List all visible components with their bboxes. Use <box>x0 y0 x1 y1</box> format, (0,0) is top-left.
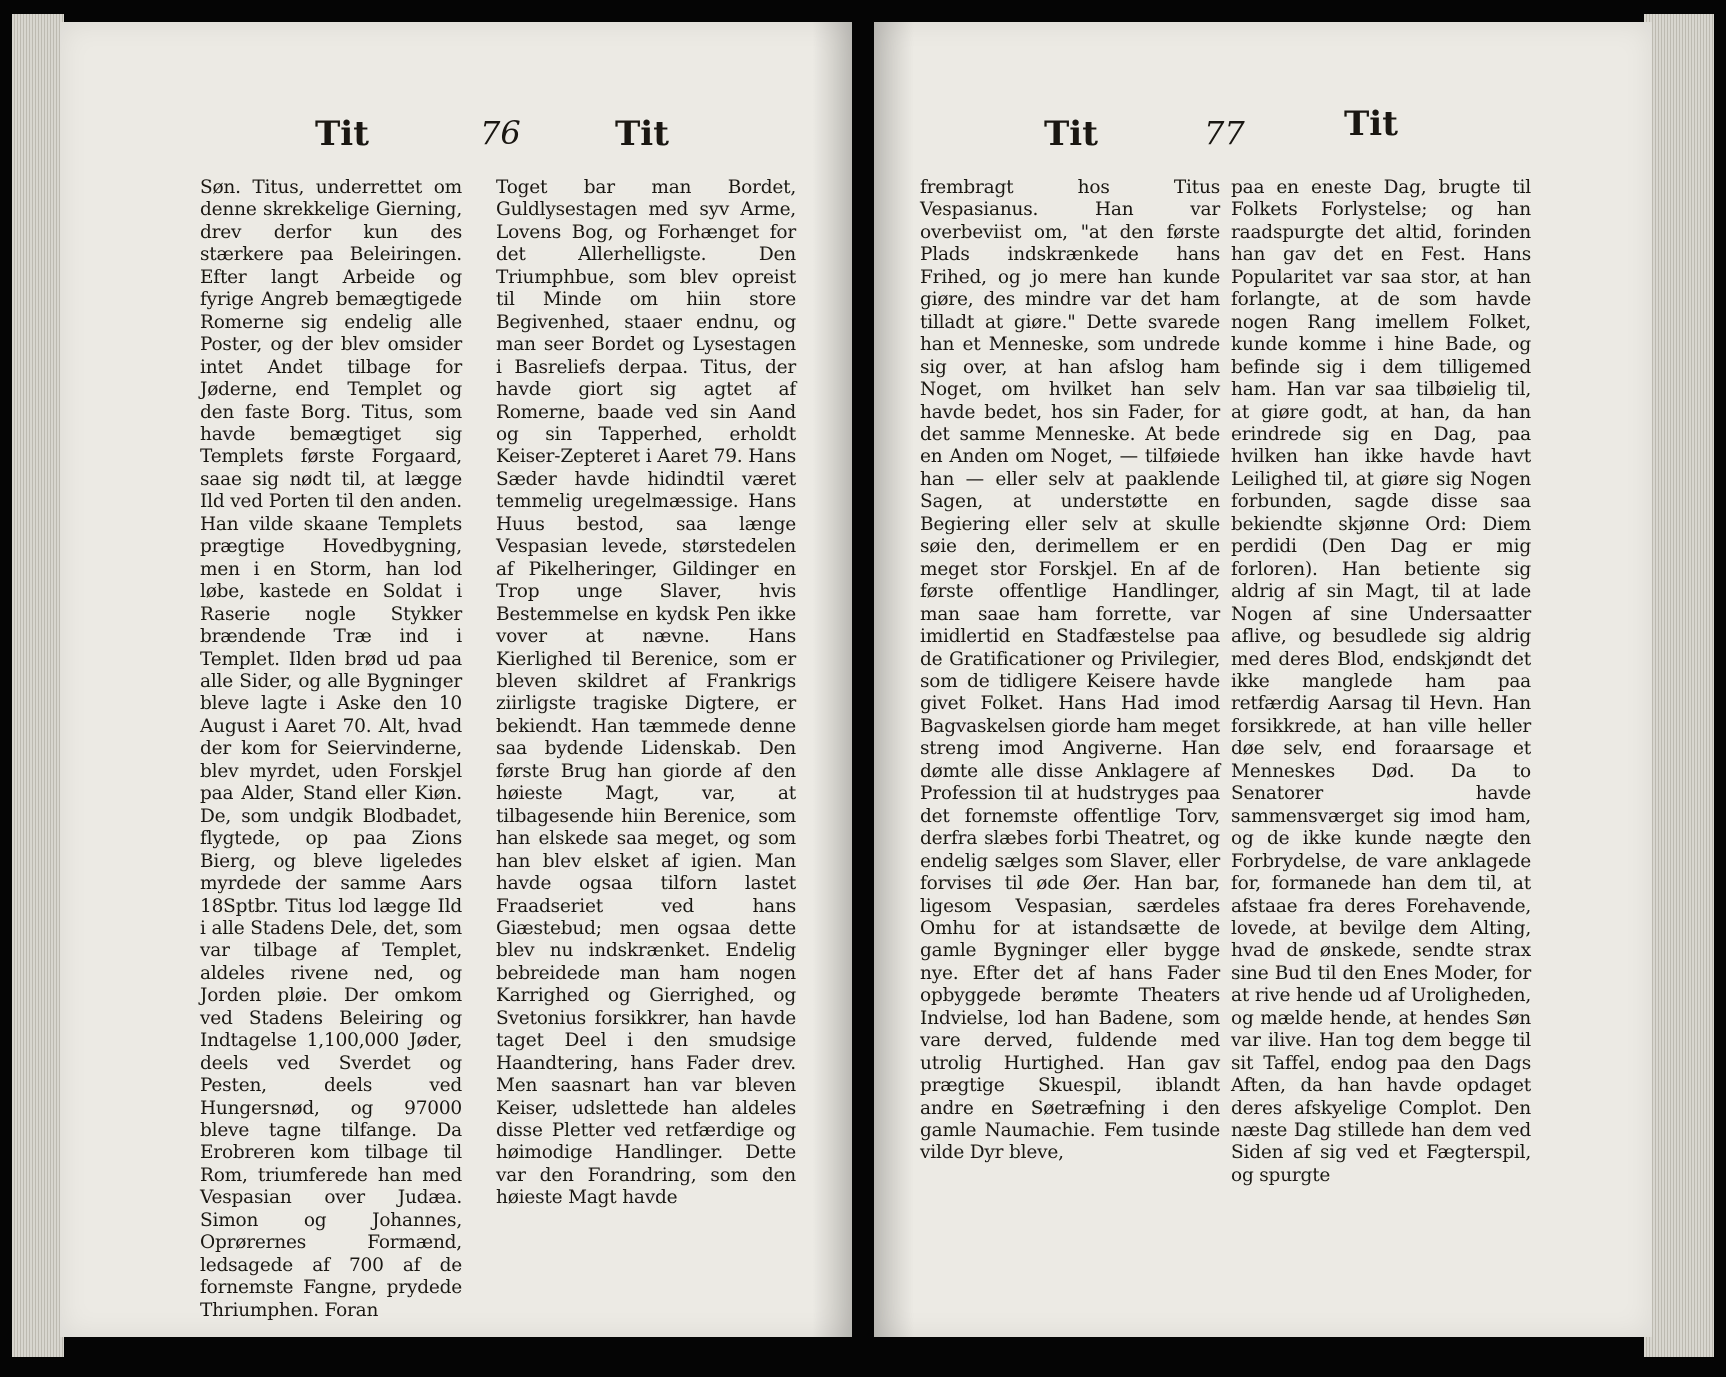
right-column-2-text: paa en eneste Dag, brugte til Folkets Forlystelse; og han raadspurgte det altid, forinden han gav det en Fest. Hans Popularitet var saa stor, at han forlangte, at de som havde nogen Rang imellem Folket, kunde komme i hine Bade, og befinde sig i dem tilligemed ham. Han var saa tilbøielig til, at giøre godt, at han, da han erindrede sig en Dag, paa hvilken han ikke havde havt Leilighed til, at giøre sig Nogen forbunden, sagde disse saa bekiendte skjønne Ord: Diem perdidi (Den Dag er mig forloren). Han betiente sig aldrig af sin Magt, til at lade Nogen af sine Undersaatter aflive, og besudlede sig aldrig med deres Blod, endskjøndt det ikke manglede ham paa retfærdig Aarsag til Hevn. Han forsikkrede, at han ville heller døe selv, end foraarsage et Menneskes Død. Da to Senatorer havde sammensværget sig imod ham, og de ikke kunde nægte den Forbrydelse, de vare anklagede for, formanede han dem til, at afstaae fra deres Forehavende, lovede, at bevilge dem Alting, hvad de ønskede, sendte strax sine Bud til den Enes Moder, for at rive hende ud af Uroligheden, og mælde hende, at hendes Søn var ilive. Han tog dem begge til sit Taffel, endog paa den Dags Aften, da han havde opdaget deres afskyelige Complot. Den næste Dag stillede han dem ved Siden af sig ved et Fægterspil, og spurgte <box>1231 177 1531 1186</box>
left-header-guide-word-right: Tit <box>615 114 669 154</box>
right-header-guide-word-right: Tit <box>1344 104 1398 144</box>
left-page-column-2 <box>496 177 796 1210</box>
right-page <box>874 22 1652 1337</box>
left-page-header <box>60 114 852 164</box>
right-page-number: 77 <box>1204 114 1245 152</box>
right-column-1-text: frembragt hos Titus Vespasianus. Han var overbeviist om, "at den første Plads indskrænkede hans Frihed, og jo mere han kunde giøre, des mindre var det ham tilladt at giøre." Dette svarede han et Menneske, som undrede sig over, at han afslog ham Noget, om hvilket han selv havde bedet, hos sin Fader, for det samme Menneske. At bede en Anden om Noget, — tilføiede han — eller selv at paaklende Sagen, at understøtte en Begiering eller selv at skulle søie den, derimellem er en meget stor Forskjel. En af de første offentlige Handlinger, man saae ham forrette, var imidlertid en Stadfæstelse paa de Gratificationer og Privilegier, som de tidligere Keisere havde givet Folket. Hans Had imod Bagvaskelsen giorde ham meget streng imod Angiverne. Han dømte alle disse Anklagere af Profession til at hudstryges paa det fornemste offentlige Torv, derfra slæbes forbi Theatret, og endelig sælges som Slaver, eller forvises til øde Øer. Han bar, ligesom Vespasian, særdeles Omhu for at istandsætte de gamle Bygninger eller bygge nye. Efter det af hans Fader opbyggede berømte Theaters Indvielse, lod han Badene, som vare derved, fuldende med utrolig Hurtighed. Han gav prægtige Skuespil, iblandt andre en Søetræfning i den gamle Naumachie. Fem tusinde vilde Dyr bleve, <box>920 177 1220 1164</box>
left-page-edges <box>12 14 64 1357</box>
left-column-1-text: Søn. Titus, underrettet om denne skrekkelige Gierning, drev derfor kun des stærkere paa Beleiringen. Efter langt Arbeide og fyrige Angreb bemægtigede Romerne sig endelig alle Poster, og der blev omsider intet Andet tilbage for Jøderne, end Templet og den faste Borg. Titus, som havde bemægtiget sig Templets første Forgaard, saae sig nødt til, at lægge Ild ved Porten til den anden. Han vilde skaane Templets prægtige Hovedbygning, men i en Storm, han lod løbe, kastede en Soldat i Raserie nogle Stykker brændende Træ ind i Templet. Ilden brød ud paa alle Sider, og alle Bygninger bleve lagte i Aske den 10 August i Aaret 70. Alt, hvad der kom for Seiervinderne, blev myrdet, uden Forskjel paa Alder, Stand eller Kiøn. De, som undgik Blodbadet, flygtede, op paa Zions Bierg, og bleve ligeledes myrdede der samme Aars 18Sptbr. Titus lod lægge Ild i alle Stadens Dele, det, som var tilbage af Templet, aldeles rivene ned, og Jorden pløie. Der omkom ved Stadens Beleiring og Indtagelse 1,100,000 Jøder, deels ved Sverdet og Pesten, deels ved Hungersnød, og 97000 bleve tagne tilfange. Da Erobreren kom tilbage til Rom, triumferede han med Vespasian over Judæa. Simon og Johannes, Oprørernes Formænd, ledsagede af 700 af de fornemste Fangne, prydede Thriumphen. Foran <box>200 177 462 1321</box>
right-page-column-2 <box>1231 177 1531 1187</box>
left-page <box>60 22 852 1337</box>
left-gutter-shadow <box>812 22 852 1337</box>
right-page-header <box>874 104 1652 164</box>
left-page-number: 76 <box>480 114 521 152</box>
right-gutter-shadow <box>874 22 914 1337</box>
right-page-edges <box>1644 14 1714 1357</box>
right-header-guide-word: Tit <box>1044 114 1098 154</box>
left-page-column-1 <box>200 177 462 1322</box>
left-column-2-text: Toget bar man Bordet, Guldlysestagen med syv Arme, Lovens Bog, og Forhænget for det Allerhelligste. Den Triumphbue, som blev opreist til Minde om hiin store Begivenhed, staaer endnu, og man seer Bordet og Lysestagen i Basreliefs derpaa. Titus, der havde giort sig agtet af Romerne, baade ved sin Aand og sin Tapperhed, erholdt Keiser-Zepteret i Aaret 79. Hans Sæder havde hidindtil været temmelig uregelmæssige. Hans Huus bestod, saa længe Vespasian levede, størstedelen af Pikelheringer, Gildinger en Trop unge Slaver, hvis Bestemmelse en kydsk Pen ikke vover at nævne. Hans Kierlighed til Berenice, som er bleven skildret af Frankrigs ziirligste tragiske Digtere, er bekiendt. Han tæmmede denne saa bydende Lidenskab. Den første Brug han giorde af den høieste Magt, var, at tilbagesende hiin Berenice, som han elskede saa meget, og som han blev elsket af igien. Man havde ogsaa tilforn lastet Fraadseriet ved hans Giæstebud; men ogsaa dette blev nu indskrænket. Endelig bebreidede man ham nogen Karrighed og Gierrighed, og Svetonius forsikkrer, han havde taget Deel i den smudsige Haandtering, hans Fader drev. Men saasnart han var bleven Keiser, udslettede han aldeles disse Pletter ved retfærdige og høimodige Handlinger. Dette var den Forandring, som den høieste Magt havde <box>496 177 796 1209</box>
left-page-spread <box>12 14 852 1357</box>
right-page-spread <box>874 14 1714 1357</box>
left-header-guide-word: Tit <box>315 114 369 154</box>
right-page-column-1 <box>920 177 1220 1165</box>
